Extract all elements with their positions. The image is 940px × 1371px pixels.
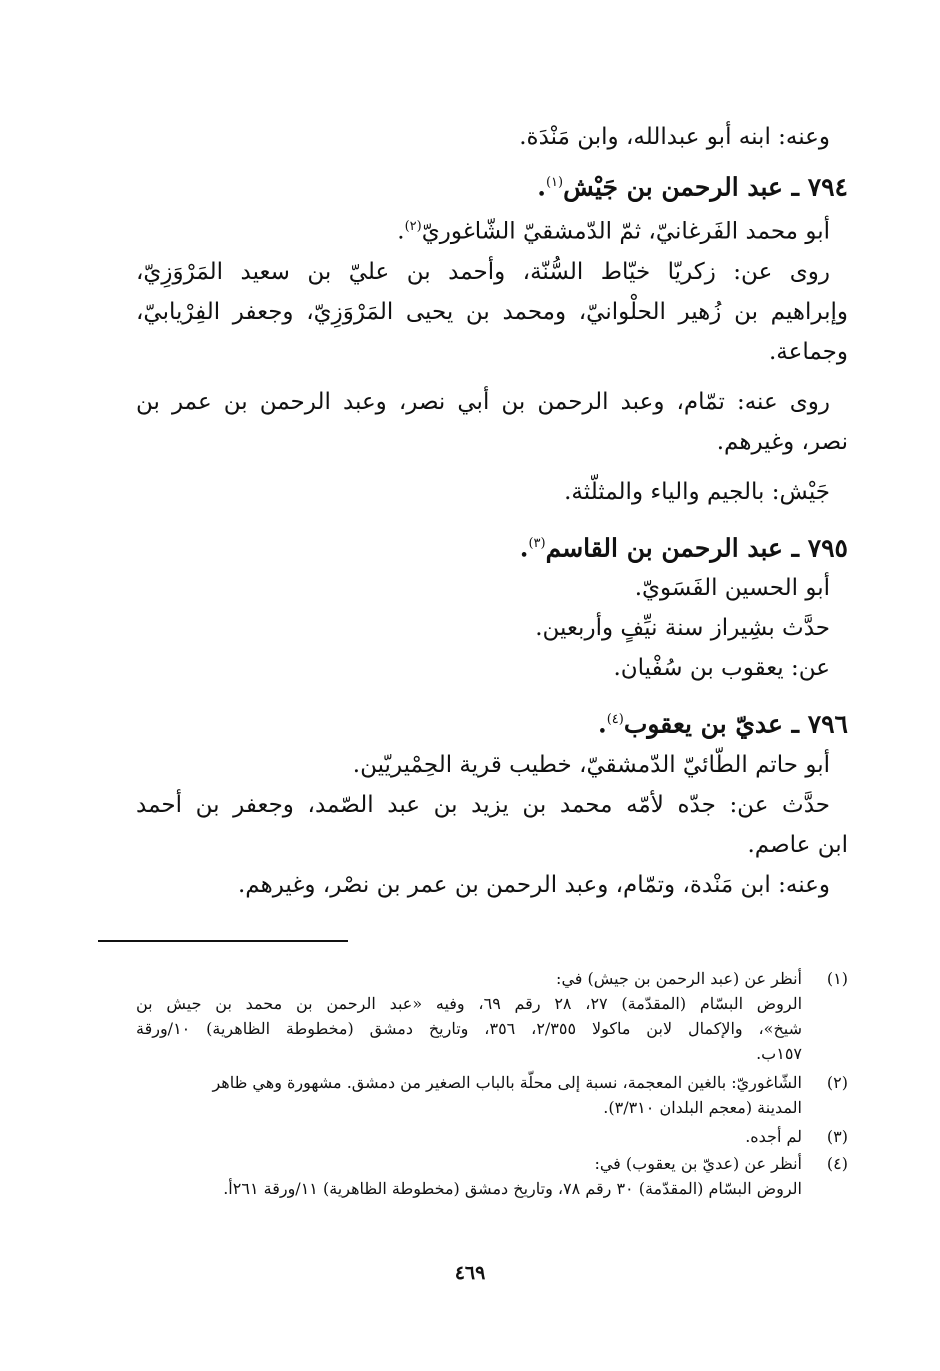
footnote-number: (٣)	[826, 1127, 848, 1146]
footnote-text: لم أجده.	[745, 1127, 802, 1146]
footnote-text: أنظر عن (عديّ بن يعقوب) في:	[594, 1154, 802, 1173]
footnote-ref: (٤)	[606, 712, 624, 728]
entry-heading-794	[136, 163, 848, 207]
footnote-4	[136, 1151, 848, 1176]
text-segment: أبو محمد الفَرغانيّ، ثمّ الدّمشقيّ الشّاغوريّ	[421, 218, 830, 245]
footnote-line: شيخ»، والإكمال لابن ماكولا ٢/٣٥٥، ٣٥٦، وتاريخ دمشق (مخطوطة الظاهرية) ١٠/ورقة	[136, 1019, 803, 1038]
text-line: ابن عاصم.	[747, 831, 848, 858]
text-line: وإبراهيم بن زُهير الحلْوانيّ، ومحمد بن يحيى المَرْوَزِيّ، وجعفر الفِرْيابيّ،	[136, 298, 848, 325]
entry-heading-text: ٧٩٥ ـ عبد الرحمن بن القاسم	[545, 533, 848, 563]
text-line: حدَّث عن: جدّه لأمّه محمد بن يزيد بن عبد الصّمد، وجعفر بن أحمد	[136, 791, 830, 818]
footnote-number: (٢)	[826, 1073, 848, 1092]
text-line: نصر، وغيرهم.	[716, 428, 848, 455]
text-line: جَيْش: بالجيم والياء والمثلّثة.	[564, 478, 830, 505]
footnote-2	[136, 1070, 848, 1095]
text-line: روى عنه: تمّام، وعبد الرحمن بن أبي نصر، وعبد الرحمن بن عمر بن	[136, 388, 830, 415]
entry-heading-text: ٧٩٦ ـ عديّ بن يعقوب	[623, 709, 848, 739]
text-line: وعنه: ابن مَنْدة، وتمّام، وعبد الرحمن بن عمر بن نصْر، وغيرهم.	[237, 871, 830, 898]
text-line: روى عن: زكريّا خيّاط السُّنّة، وأحمد بن عليّ بن سعيد المَرْوَزِيّ،	[136, 258, 830, 285]
footnote-separator	[98, 940, 348, 942]
heading-period: .	[519, 533, 529, 563]
footnote-3	[136, 1124, 848, 1149]
footnote-ref: (٣)	[528, 535, 546, 551]
main-text	[136, 117, 848, 905]
text-line	[136, 207, 848, 252]
text-line: عن: يعقوب بن سُفْيان.	[613, 655, 830, 682]
heading-period: .	[537, 172, 546, 202]
footnote-ref: (٢)	[404, 219, 422, 235]
footnote-line: الروض البسّام (المقدّمة) ٢٧، ٢٨ رقم ٦٩، وفيه «عبد الرحمن بن محمد بن جيش بن	[136, 994, 803, 1013]
footnote-line: ١٥٧ب.	[756, 1044, 802, 1063]
footnote-line: المدينة (معجم البلدان ٣/٣١٠).	[603, 1098, 802, 1117]
text-line: أبو حاتم الطّائيّ الدّمشقيّ، خطيب قرية الحِمْيريّين.	[352, 751, 830, 778]
footnote-text: الشّاغوريّ: بالغين المعجمة، نسبة إلى محلّة بالباب الصغير من دمشق. مشهورة وهي ظاهر	[212, 1073, 802, 1092]
footnote-1	[136, 966, 848, 991]
text-line: حدَّث بشِيراز سنة نيِّفٍ وأربعين.	[535, 615, 830, 642]
text-period: .	[397, 218, 405, 245]
entry-heading-795	[136, 524, 848, 568]
entry-heading-text: ٧٩٤ ـ عبد الرحمن بن جَيْش	[563, 172, 848, 202]
footnote-number: (١)	[826, 969, 848, 988]
heading-period: .	[597, 709, 607, 739]
footnote-text: أنظر عن (عبد الرحمن بن جيش) في:	[556, 969, 802, 988]
footnote-line: الروض البسّام (المقدّمة) ٣٠ رقم ٧٨، وتاريخ دمشق (مخطوطة الظاهرية) ١١/ورقة ٢٦١أ.	[223, 1179, 802, 1198]
text-line: وعنه: ابنه أبو عبدالله، وابن مَنْدَة.	[519, 124, 830, 150]
footnote-ref: (١)	[545, 175, 564, 190]
footnote-number: (٤)	[826, 1154, 848, 1173]
text-line: وجماعة.	[769, 338, 848, 365]
footnotes	[136, 966, 848, 1201]
text-line: أبو الحسين الفَسَويّ.	[634, 575, 830, 602]
entry-heading-796	[136, 700, 848, 744]
page-number: ٤٦٩	[454, 1262, 486, 1284]
